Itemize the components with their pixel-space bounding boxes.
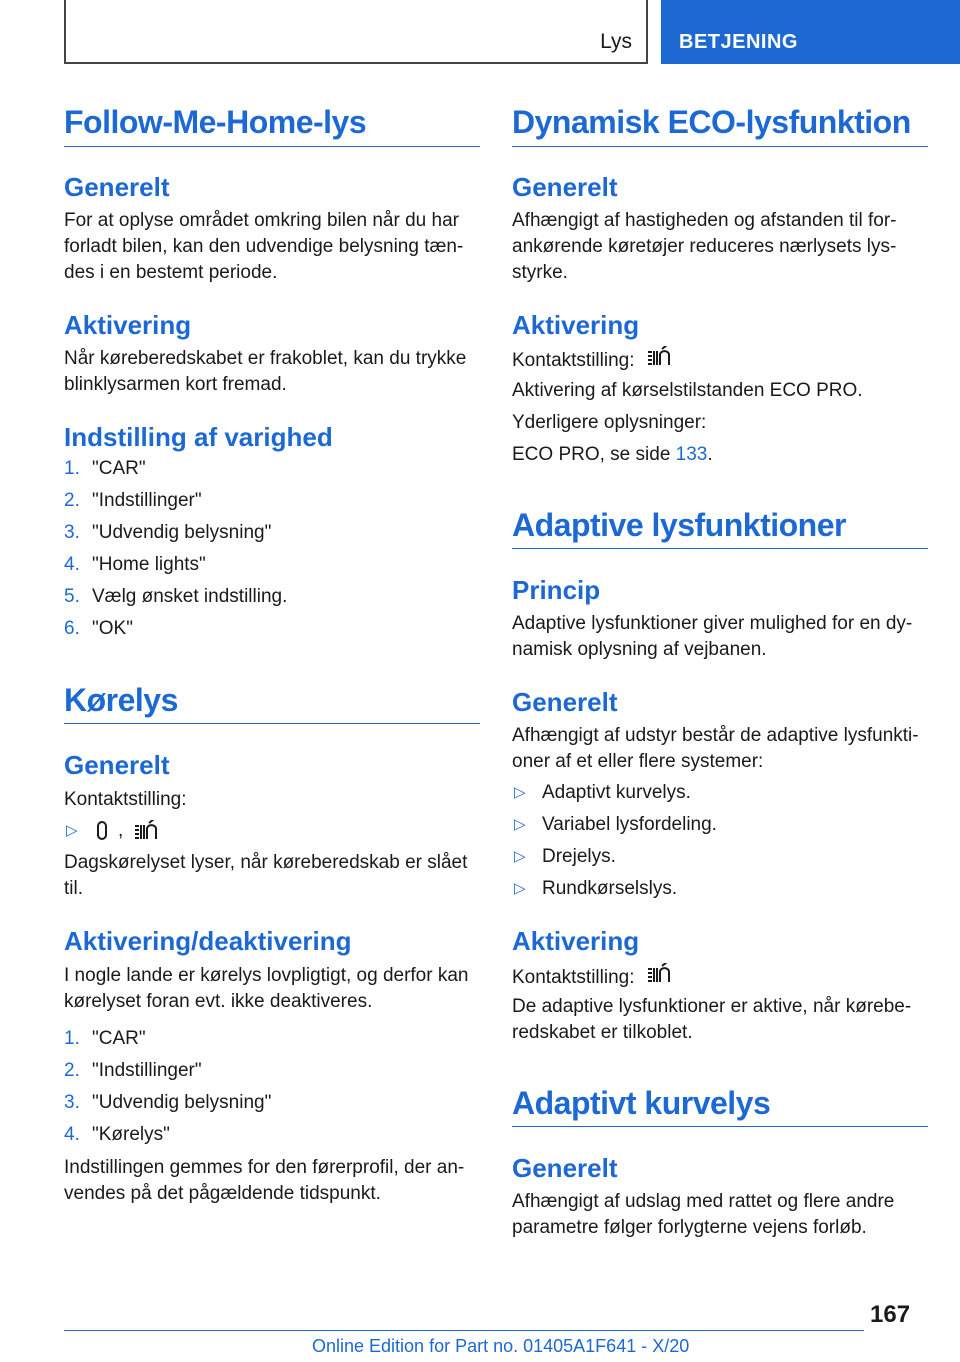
list-item: [64, 1122, 480, 1154]
eco-yderligere: Yderligere oplysninger:: [512, 412, 707, 433]
step-text: "OK": [92, 618, 133, 639]
adaptive-title-rule: [512, 548, 928, 549]
kontakt-label: Kontaktstilling:: [512, 350, 635, 372]
korelys-title: Kørelys: [64, 682, 178, 718]
text-line: oner af et eller flere systemer:: [512, 751, 764, 772]
follow-title: Follow-Me-Home-lys: [64, 104, 367, 140]
list-item: [512, 812, 928, 844]
drive-ready-icon: [646, 346, 672, 376]
chapter-tab: [661, 0, 960, 64]
list-item: [64, 1090, 480, 1122]
bullet-separator: ,: [118, 820, 124, 841]
step-number: 4.: [64, 1124, 80, 1145]
kurvelys-title: Adaptivt kurvelys: [512, 1085, 771, 1121]
list-item: [64, 1058, 480, 1090]
dagskor-text: [64, 850, 480, 902]
step-text: "Home lights": [92, 554, 206, 575]
text-line: Når køreberedskabet er frakoblet, kan du trykke: [64, 348, 467, 369]
bullet-text: Variabel lysfordeling.: [542, 814, 717, 835]
triangle-bullet-icon: ▷: [514, 816, 526, 833]
footer-edition: Online Edition for Part no. 01405A1F641 - X/20: [312, 1336, 690, 1356]
follow-aktivering-text: [64, 346, 480, 398]
list-item: [64, 488, 480, 520]
list-item: [64, 1026, 480, 1058]
eco-reference: [512, 442, 928, 468]
step-text: "CAR": [92, 458, 146, 479]
chapter-label: BETJENING: [679, 31, 798, 53]
bullet-text: Adaptivt kurvelys.: [542, 782, 691, 803]
korelys-generelt-heading: Generelt: [64, 750, 170, 780]
triangle-bullet-icon: ▷: [66, 822, 78, 839]
text-line: des i en bestemt periode.: [64, 262, 278, 283]
page-number: 167: [870, 1301, 911, 1328]
princip-text: [512, 611, 928, 663]
korelys-kontakt-label: Kontaktstilling:: [64, 789, 187, 810]
adaptive-title: Adaptive lysfunktioner: [512, 507, 846, 543]
eco-title-rule: [512, 146, 928, 147]
adaptive-generelt-text: [512, 723, 928, 775]
princip-heading: Princip: [512, 575, 601, 605]
step-number: 5.: [64, 586, 80, 607]
text-line: blinklysarmen kort fremad.: [64, 374, 287, 395]
kontakt-label: Kontaktstilling:: [512, 967, 635, 989]
text-line: parametre følger forlygterne vejens forløb.: [512, 1217, 867, 1238]
step-text: "Indstillinger": [92, 490, 202, 511]
header-section: Lys: [600, 30, 632, 53]
drive-ready-icon: [133, 820, 159, 850]
korelys-steps-list: [64, 1026, 480, 1154]
text-line: kørelyset foran evt. ikke deaktiveres.: [64, 991, 373, 1012]
text-line: namisk oplysning af vejbanen.: [512, 639, 767, 660]
eco-akt-line: Aktivering af kørselstilstanden ECO PRO.: [512, 380, 863, 401]
standby-state-icon: [94, 820, 110, 850]
text-line: Afhængigt af hastigheden og afstanden til for-: [512, 210, 897, 231]
header-box: [64, 0, 648, 64]
list-item: [64, 520, 480, 552]
triangle-bullet-icon: ▷: [514, 880, 526, 897]
step-number: 1.: [64, 1028, 80, 1049]
text-line: styrke.: [512, 262, 568, 283]
list-item: [512, 780, 928, 812]
list-item: [512, 876, 928, 908]
step-text: "Kørelys": [92, 1124, 170, 1145]
adaptive-aktivering-heading: Aktivering: [512, 926, 640, 956]
follow-steps-list: [64, 456, 480, 648]
reference-suffix: .: [707, 444, 713, 465]
adaptive-bullets-list: [512, 780, 928, 908]
triangle-bullet-icon: ▷: [514, 784, 526, 801]
step-text: Vælg ønsket indstilling.: [92, 586, 288, 607]
step-text: "Udvendig belysning": [92, 522, 272, 543]
bullet-text: Rundkørselslys.: [542, 878, 678, 899]
text-line: vendes på det pågældende tidspunkt.: [64, 1183, 381, 1204]
follow-generelt-heading: Generelt: [64, 172, 170, 202]
aktdeakt-heading: Aktivering/deaktivering: [64, 926, 352, 956]
eco-aktivering-heading: Aktivering: [512, 310, 640, 340]
step-number: 4.: [64, 554, 80, 575]
text-line: Afhængigt af udslag med rattet og flere andre: [512, 1191, 895, 1212]
step-text: "Udvendig belysning": [92, 1092, 272, 1113]
list-item: [64, 584, 480, 616]
list-item: [64, 456, 480, 488]
drive-ready-icon: [646, 963, 672, 993]
step-number: 2.: [64, 490, 80, 511]
text-line: Adaptive lysfunktioner giver mulighed for en dy-: [512, 613, 913, 634]
text-line: Afhængigt af udstyr består de adaptive lysfunkti-: [512, 725, 919, 746]
text-line: ankørende køretøjer reduceres nærlysets lys-: [512, 236, 897, 257]
korelys-title-rule: [64, 723, 480, 724]
eco-kontakt-row: [512, 346, 928, 376]
bullet-text: Drejelys.: [542, 846, 616, 867]
adaptive-kontakt-row: [512, 963, 928, 993]
list-item: [64, 616, 480, 648]
eco-generelt-heading: Generelt: [512, 172, 618, 202]
text-line: redskabet er tilkoblet.: [512, 1022, 693, 1043]
kurvelys-generelt-text: [512, 1189, 928, 1241]
text-line: Indstillingen gemmes for den førerprofil, der an-: [64, 1157, 465, 1178]
text-line: I nogle lande er kørelys lovpligtigt, og derfor kan: [64, 965, 469, 986]
text-line: til.: [64, 878, 83, 899]
footer-rule: [64, 1330, 864, 1331]
kurvelys-generelt-heading: Generelt: [512, 1153, 618, 1183]
adaptive-generelt-heading: Generelt: [512, 687, 618, 717]
text-line: For at oplyse området omkring bilen når du har: [64, 210, 459, 231]
step-text: "Indstillinger": [92, 1060, 202, 1081]
aktdeakt-text: [64, 963, 480, 1015]
text-line: De adaptive lysfunktioner er aktive, når kørebe-: [512, 996, 912, 1017]
list-item: [512, 844, 928, 876]
step-number: 1.: [64, 458, 80, 479]
triangle-bullet-icon: ▷: [514, 848, 526, 865]
kurvelys-title-rule: [512, 1126, 928, 1127]
eco-generelt-text: [512, 208, 928, 286]
eco-title: Dynamisk ECO-lysfunktion: [512, 104, 911, 140]
step-number: 6.: [64, 618, 80, 639]
adaptive-akt-text: [512, 994, 928, 1046]
list-item: [64, 818, 480, 850]
step-number: 2.: [64, 1060, 80, 1081]
text-line: forladt bilen, kan den udvendige belysning tæn-: [64, 236, 464, 257]
follow-aktivering-heading: Aktivering: [64, 310, 192, 340]
list-item: [64, 552, 480, 584]
reference-prefix: ECO PRO, se side: [512, 444, 676, 465]
step-text: "CAR": [92, 1028, 146, 1049]
gemmes-text: [64, 1155, 480, 1207]
follow-title-rule: [64, 146, 480, 147]
step-number: 3.: [64, 1092, 80, 1113]
step-number: 3.: [64, 522, 80, 543]
page-reference-link[interactable]: 133: [675, 444, 708, 465]
text-line: Dagskørelyset lyser, når køreberedskab er slået: [64, 852, 468, 873]
indstilling-heading: Indstilling af varighed: [64, 422, 333, 452]
follow-generelt-text: [64, 208, 480, 286]
